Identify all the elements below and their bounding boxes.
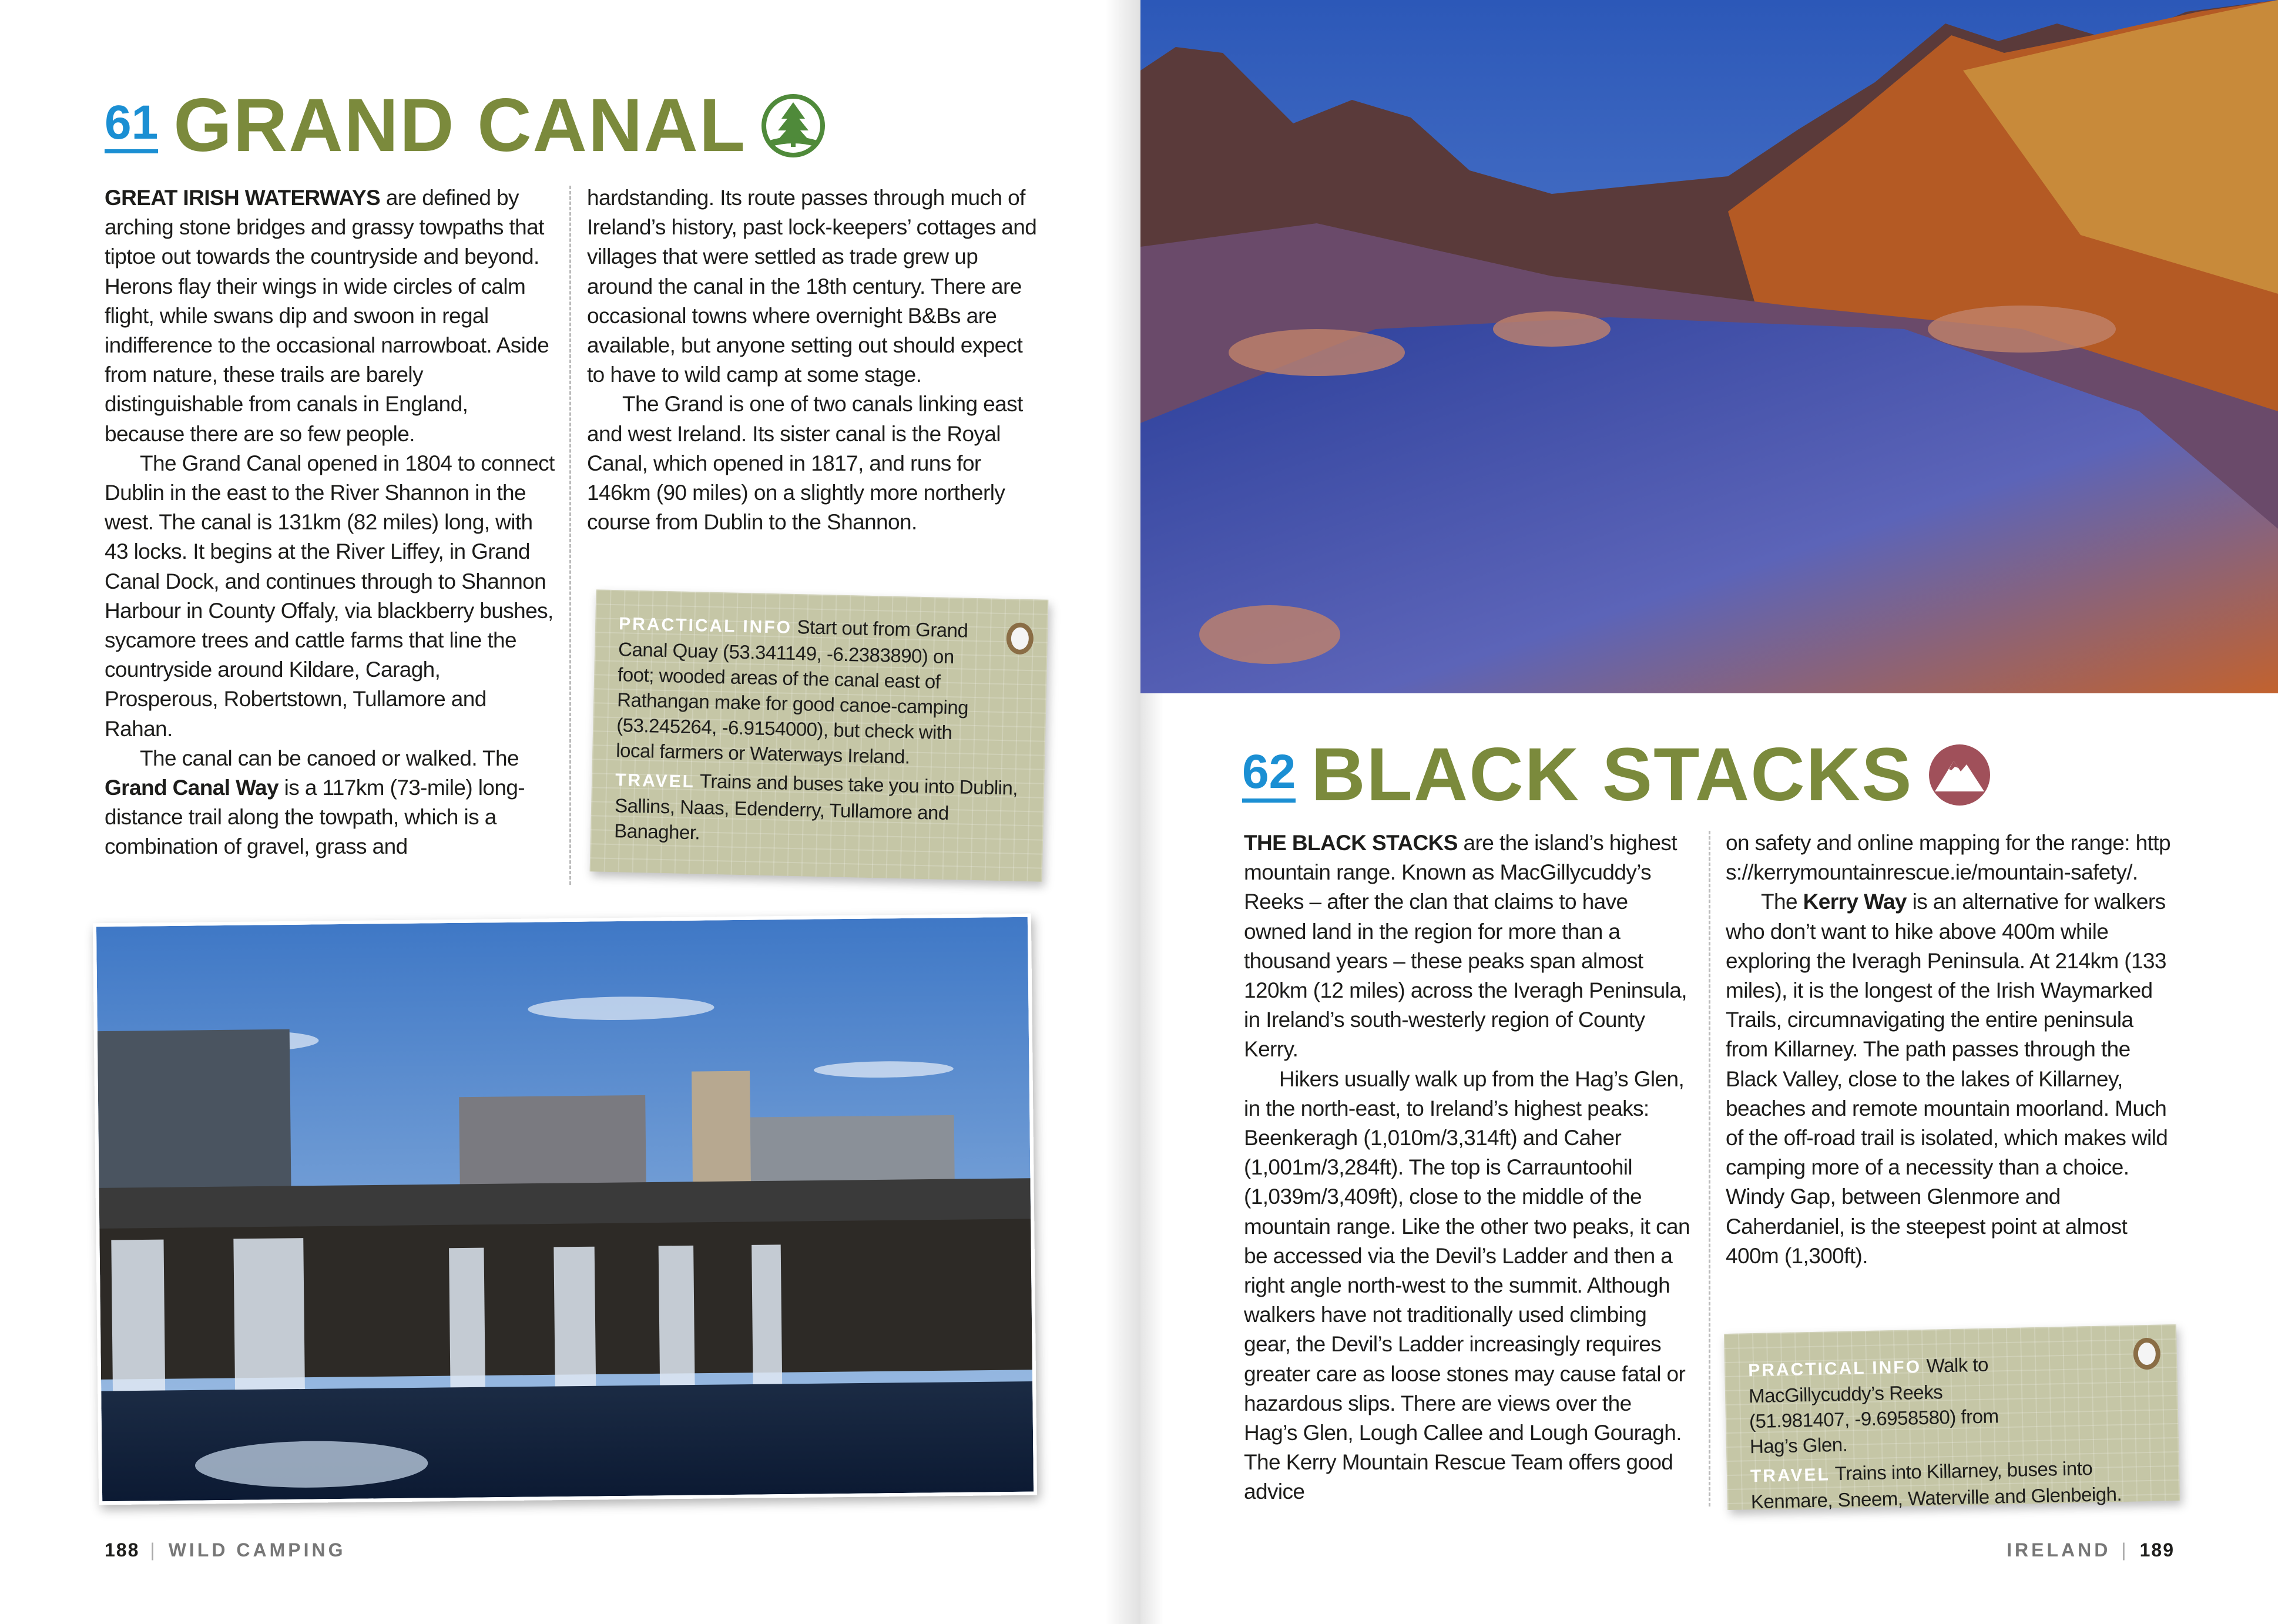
- text: Trains into Killarney, buses into Kenmare, Sneem, Waterville and Glenbeigh.: [1750, 1457, 2122, 1513]
- lead-in: THE BLACK STACKS: [1244, 831, 1458, 855]
- bold-term: Grand Canal Way: [105, 776, 279, 800]
- left-column-1: [105, 183, 557, 862]
- label: TRAVEL: [1750, 1465, 1831, 1487]
- mountain-icon: [1928, 743, 1991, 807]
- text: is a 117km (73-mile) long-distance trail along the towpath, which is a combination of gravel, grass and: [105, 776, 525, 859]
- footer-left: [105, 1539, 345, 1561]
- paragraph: The Grand is one of two canals linking east and west Ireland. Its sister canal is the Royal Canal, which opened in 1817, and runs for 146km (90 miles) on a slightly more northerly course from Dublin to the Shannon.: [587, 392, 1023, 535]
- running-head: WILD CAMPING: [168, 1539, 346, 1561]
- paragraph: on safety and online mapping for the range: https://kerrymountainrescue.ie/mountain-safety/.: [1726, 831, 2170, 885]
- entry-title: GRAND CANAL: [173, 83, 747, 167]
- right-page: [1140, 0, 2278, 1624]
- separator: |: [150, 1539, 158, 1561]
- text: Start out from Grand Canal Quay (53.341149, -6.2383890) on foot; wooded areas of the canal east of Rathangan make for good canoe-camping (53.245264, -6.9154000), but check with local farmers or Waterways Ireland.: [615, 615, 969, 768]
- bold-term: Kerry Way: [1803, 890, 1907, 914]
- travel-info: [1750, 1454, 2157, 1514]
- entry-title: BLACK STACKS: [1311, 733, 1913, 817]
- paragraph: Hikers usually walk up from the Hag’s Glen, in the north-east, to Ireland’s highest peaks: Beenkeragh (1,010m/3,314ft) and Caher (1,001m/3,284ft). The top is Carrauntoohil (1,039m/3,409ft), close to the middle of the mountain range. Like the other two peaks, it can be accessed via the Devil’s Ladder and then a right angle north-west to the summit. Although walkers have not traditionally used climbing gear, the Devil’s Ladder increasingly requires greater care as loose stones may cause fatal or hazardous slips. There are views over the Hag’s Glen, Lough Callee and Lough Gouragh. The Kerry Mountain Rescue Team offers good advice: [1244, 1066, 1690, 1504]
- paragraph: hardstanding. Its route passes through much of Ireland’s history, past lock-keepers’ cottages and villages that were settled as trade grew up around the canal in the 18th century. There are occasional towns where overnight B&Bs are available, but anyone setting out should expect to have to wild camp at some stage.: [587, 186, 1037, 387]
- text: The: [1761, 890, 1803, 914]
- grommet-icon: [2133, 1338, 2160, 1370]
- running-head: IRELAND: [2007, 1539, 2111, 1561]
- column-divider: [1709, 831, 1710, 1506]
- paragraph: [1244, 828, 1690, 1065]
- text: The canal can be canoed or walked. The: [140, 746, 519, 770]
- paragraph: [105, 744, 557, 862]
- paragraph: [105, 183, 557, 449]
- lead-in: GREAT IRISH WATERWAYS: [105, 186, 381, 210]
- practical-info: [616, 610, 1025, 772]
- footer-right: [2007, 1539, 2175, 1561]
- black-stacks-photo: [1140, 0, 2278, 693]
- tree-icon: [761, 94, 825, 157]
- entry-number: 62: [1242, 748, 1296, 803]
- page-number: 189: [2139, 1539, 2175, 1561]
- right-column-2: [1726, 828, 2178, 1271]
- text: are the island’s highest mountain range. Known as MacGillycuddy’s Reeks – after the clan that claims to have owned land in the region for more than a thousand years – these peaks span almost 120km (12 miles) across the Iveragh Peninsula, in Ireland’s south-westerly region of County Kerry.: [1244, 831, 1687, 1062]
- separator: |: [2121, 1539, 2129, 1561]
- label: PRACTICAL INFO: [1747, 1357, 1922, 1381]
- paragraph: The Grand Canal opened in 1804 to connect Dublin in the east to the River Shannon in the west. The canal is 131km (82 miles) long, with 43 locks. It begins at the River Liffey, in Grand Canal Dock, and continues through to Shannon Harbour in County Offaly, via blackberry bushes, sycamore trees and cattle farms that line the countryside around Kildare, Caragh, Prosperous, Robertstown, Tullamore and Rahan.: [105, 451, 555, 741]
- label: TRAVEL: [615, 770, 696, 792]
- grommet-icon: [1006, 622, 1034, 655]
- text: is an alternative for walkers who don’t want to hike above 400m while exploring the Iveragh Peninsula. At 214km (133 miles), it is the longest of the Irish Waymarked Trails, circumnavigating the entire peninsula from Killarney. The path passes through the Black Valley, close to the lakes of Killarney, beaches and remote mountain moorland. Much of the off-road trail is isolated, which makes wild camping more of a necessity than a choice. Windy Gap, between Glenmore and Caherdaniel, is the steepest point at almost 400m (1,300ft).: [1726, 890, 2168, 1268]
- text: are defined by arching stone bridges and grassy towpaths that tiptoe out towards the countryside and beyond. Herons flay their wings in wide circles of calm flight, while swans dip and swoon in regal indifference to the occasional narrowboat. Aside from nature, these trails are barely distinguishable from canals in England,: [105, 186, 549, 417]
- travel-info: [614, 766, 1021, 853]
- entry-number: 61: [105, 99, 158, 153]
- practical-info-box: [1724, 1324, 2180, 1513]
- section-title-61: [105, 83, 825, 167]
- text: Walk to MacGillycuddy’s Reeks (51.981407, -9.6958580) from Hag’s Glen.: [1748, 1353, 1999, 1458]
- text: because there are so few people.: [105, 421, 415, 446]
- column-divider: [569, 186, 571, 885]
- page-number: 188: [105, 1539, 140, 1561]
- practical-info-box: [590, 589, 1049, 881]
- canal-lock-photo: [93, 914, 1037, 1505]
- text: Trains and buses take you into Dublin, Sallins, Naas, Edenderry, Tullamore and Banagher.: [613, 770, 1018, 844]
- practical-info: [1748, 1348, 2155, 1459]
- label: PRACTICAL INFO: [618, 614, 793, 637]
- paragraph: [1726, 887, 2178, 1271]
- section-title-62: [1242, 733, 1991, 817]
- right-column-1: [1244, 828, 1690, 1507]
- left-column-2: [587, 183, 1039, 537]
